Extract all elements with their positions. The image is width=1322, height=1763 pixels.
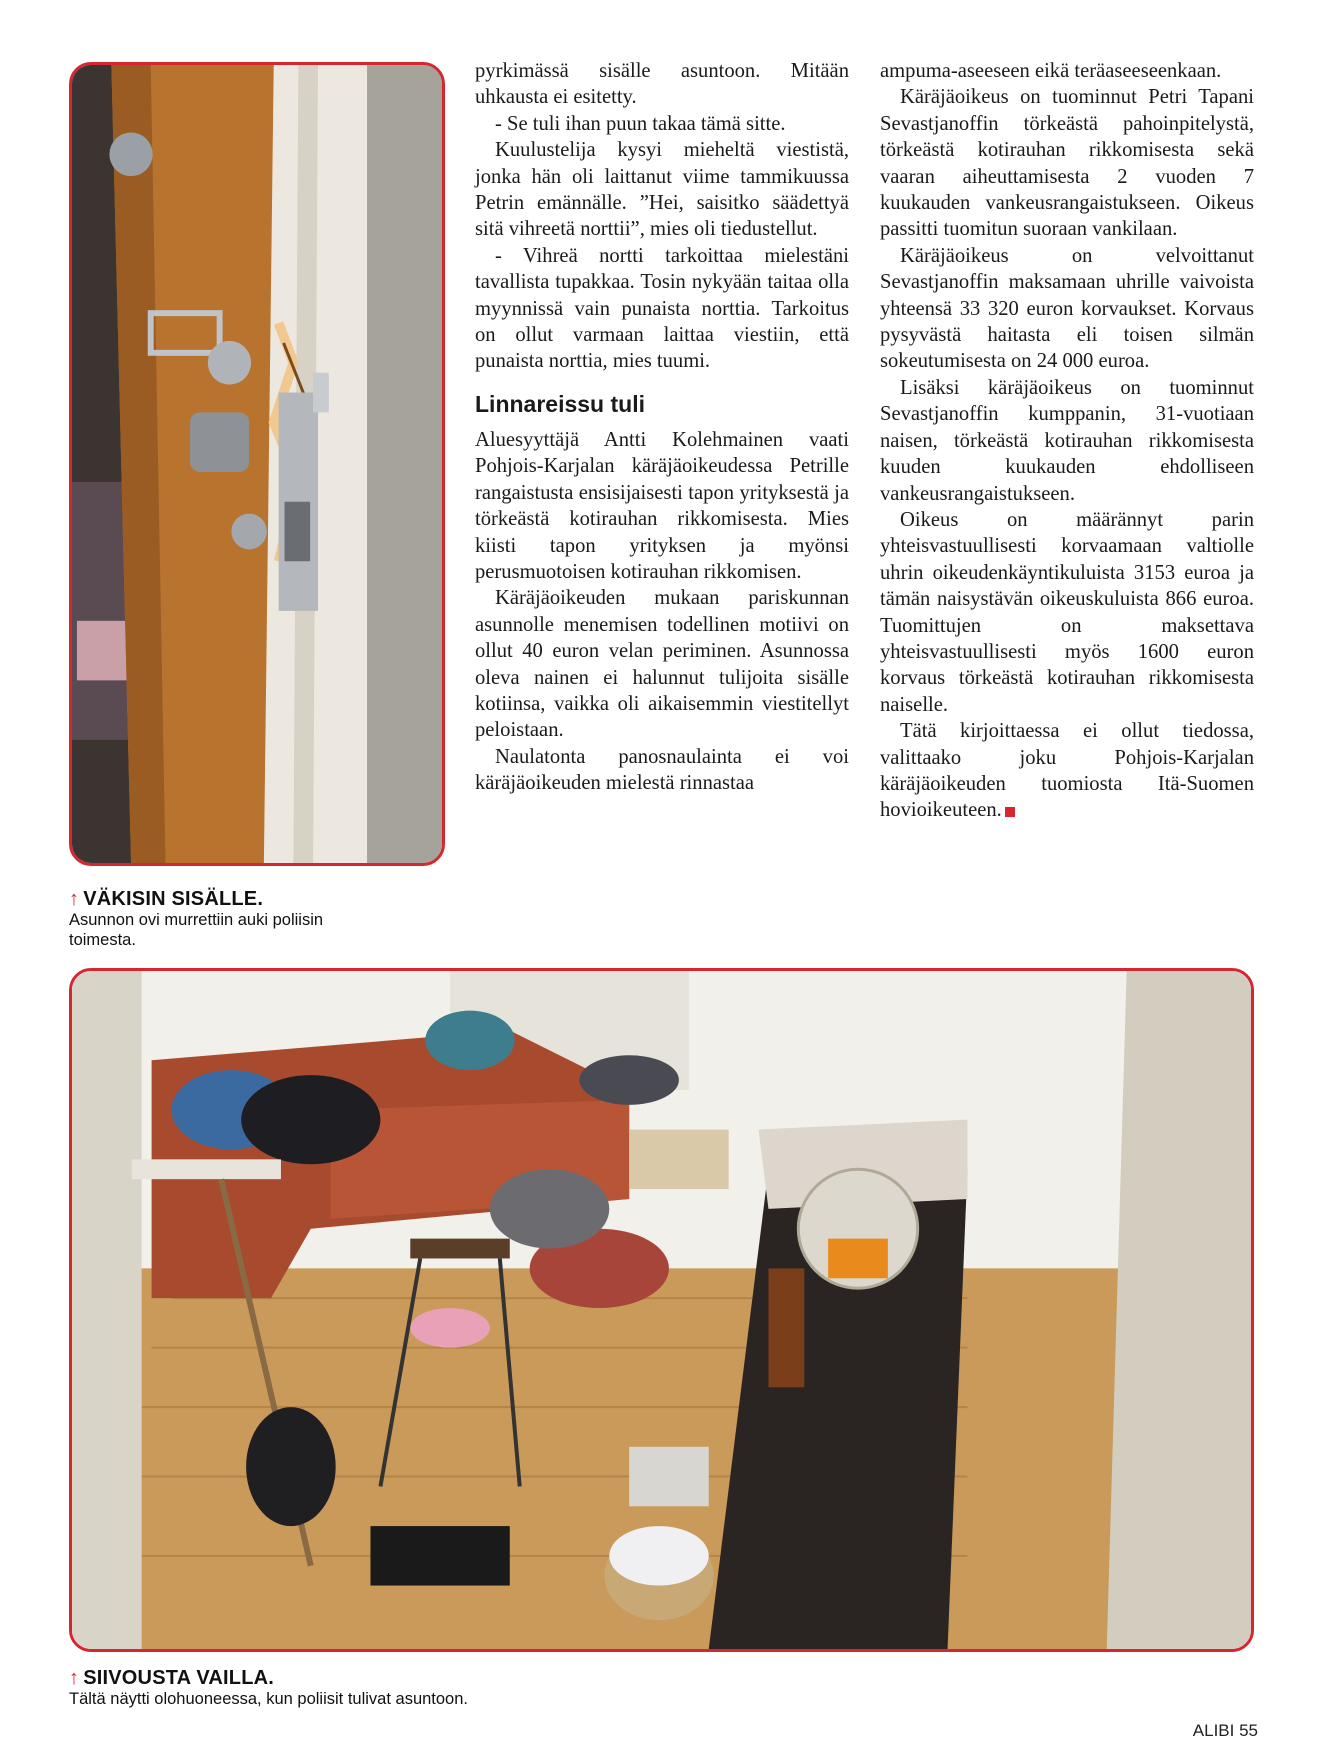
broken-door-illustration [72, 65, 442, 863]
paragraph: Lisäksi käräjäoikeus on tuominnut Sevastjanoffin kumppanin, 31-vuotiaan naisen, törkeästä kotirauhan rikkomisesta kuuden kuukauden ehdolliseen vankeusrangaistukseen. [880, 376, 1254, 505]
paragraph: Käräjäoikeus on tuominnut Petri Tapani Sevastjanoffin törkeästä pahoinpitelystä, törkeästä kotirauhan rikkomisesta sekä vaaran aiheuttamisesta 2 vuoden 7 kuukauden vankeusrangaistukseen. Oikeus passitti tuomitun suoraan vankilaan. [880, 86, 1254, 241]
paragraph: Käräjäoikeuden mukaan pariskunnan asunnolle menemisen todellinen motiivi on ollut 40 euron velan periminen. Asunnossa oleva nainen ei halunnut tulijoita sisälle kotiinsa, vaikka oli aikaisemmin viestitellyt peloistaan. [475, 587, 849, 742]
door-photo [69, 62, 445, 866]
paragraph: - Vihreä nortti tarkoittaa mielestäni tavallista tupakkaa. Tosin nykyään taitaa olla myynnissä vain punaista norttia. Tarkoitus on ollut varmaan laittaa viestiin, että punaista norttia, mies tuumi. [475, 244, 849, 373]
end-of-article-mark [1005, 807, 1015, 817]
paragraph: - Se tuli ihan puun takaa tämä sitte. [495, 112, 786, 135]
door-photo-caption [69, 888, 369, 950]
room-caption-heading: ↑ SIIVOUSTA VAILLA. [69, 1667, 275, 1689]
door-caption-heading: ↑ VÄKISIN SISÄLLE. [69, 888, 264, 910]
article-column-2 [475, 58, 849, 797]
subheading: Linnareissu tuli [475, 390, 645, 417]
paragraph: Käräjäoikeus on velvoittanut Sevastjanoffin maksamaan uhrille vaivoista yhteensä 33 320 euron korvaukset. Korvaus pysyvästä haitasta eli toisen silmän sokeutumisesta on 24 000 euroa. [880, 244, 1254, 373]
living-room-photo [69, 968, 1254, 1652]
paragraph: pyrkimässä sisälle asuntoon. Mitään uhkausta ei esitetty. [475, 60, 849, 109]
door-caption-text: Asunnon ovi murrettiin auki poliisin toimesta. [69, 911, 324, 949]
paragraph: Naulatonta panosnaulainta ei voi käräjäoikeuden mielestä rinnastaa [475, 745, 849, 795]
paragraph: Aluesyyttäjä Antti Kolehmainen vaati Pohjois-Karjalan käräjäoikeudessa Petrille rangaistusta ensisijaisesti tapon yrityksestä ja törkeästä kotirauhan rikkomisesta. Mies kiisti tapon yrityksen ja myönsi perusmuotoisen kotirauhan rikkomisen. [475, 428, 849, 583]
room-caption-text: Tältä näytti olohuoneessa, kun poliisit tulivat asuntoon. [69, 1690, 468, 1708]
messy-living-room-illustration [72, 971, 1251, 1649]
room-photo-caption [69, 1667, 769, 1709]
article-column-3 [880, 58, 1254, 824]
paragraph: Kuulustelija kysyi mieheltä viestistä, jonka hän oli laittanut viime tammikuussa Petrin emännälle. ”Hei, saisitko säädettyä sitä vihreetä norttii”, mies oli tiedustellut. [475, 139, 849, 241]
up-arrow-icon: ↑ [69, 888, 80, 910]
paragraph: Tätä kirjoittaessa ei ollut tiedossa, valittaako joku Pohjois-Karjalan käräjäoikeuden tuomiosta Itä-Suomen hovioikeuteen. [880, 720, 1254, 822]
paragraph: ampuma-aseeseen eikä teräaseeseenkaan. [880, 60, 1222, 82]
up-arrow-icon: ↑ [69, 1667, 80, 1689]
page-folio: ALIBI 55 [1192, 1721, 1258, 1740]
paragraph: Oikeus on määrännyt parin yhteisvastuullisesti korvaamaan valtiolle uhrin oikeudenkäyntikuluista 3153 euroa ja tämän naisystävän oikeuskuluista 866 euroa. Tuomittujen on maksettava yhteisvastuullisesti myös 1600 euron korvaus törkeästä kotirauhan rikkomisesta naiselle. [880, 508, 1254, 716]
